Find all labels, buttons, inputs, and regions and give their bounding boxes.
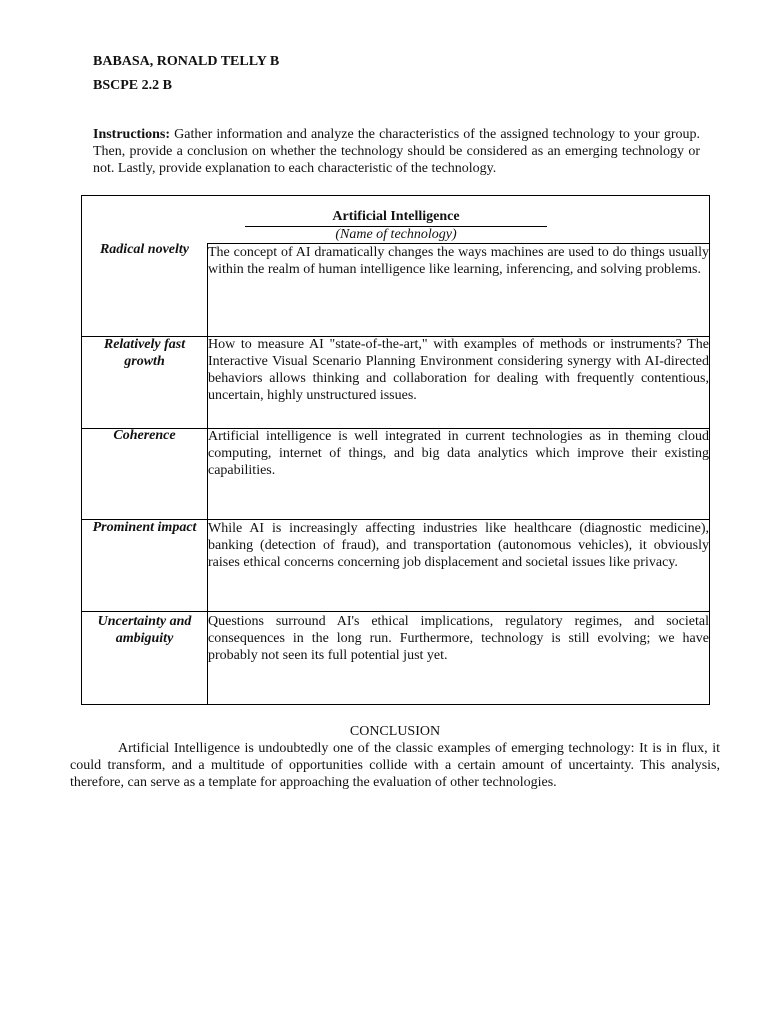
row-label-fast-growth: Relatively fast growth: [103, 337, 186, 369]
row-label-prominent-impact: Prominent impact: [92, 520, 197, 535]
conclusion-paragraph: Artificial Intelligence is undoubtedly one of the classic examples of emerging technology: It is in flux, it could transform, and a multitude of opportunities collide with a certain amount of uncertainty. This analysis, therefore, can serve as a template for approaching the evaluation of other technologies.: [70, 741, 720, 790]
conclusion-heading: CONCLUSION: [349, 724, 441, 739]
instructions-label: Instructions:: [93, 127, 171, 142]
row-text-prominent-impact: While AI is increasingly affecting industries like healthcare (diagnostic medicine), banking (detection of fraud), and transportation (autonomous vehicles), it obviously raises ethical concerns concerning job displacement and societal issues like privacy.: [208, 521, 709, 570]
row-label-coherence: Coherence: [113, 428, 176, 443]
row-text-fast-growth: How to measure AI "state-of-the-art," with examples of methods or instruments? The Interactive Visual Scenario Planning Environment considering synergy with AI-directed behaviors allows thinking and collaboration for dealing with frequently contentious, uncertain, highly unstructured issues.: [208, 337, 709, 403]
row-label-radical-novelty: Radical novelty: [99, 242, 190, 257]
row-text-coherence: Artificial intelligence is well integrated in current technologies as in theming cloud computing, internet of things, and big data analytics which improve their existing capabilities.: [208, 429, 709, 478]
row-label-uncertainty: Uncertainty and ambiguity: [97, 614, 192, 646]
row-text-uncertainty: Questions surround AI's ethical implications, regulatory regimes, and societal consequences in the long run. Furthermore, technology is still evolving; we have probably not seen its full potential just yet.: [208, 614, 709, 663]
table-row-divider: [81, 611, 710, 612]
instructions-paragraph: [93, 126, 700, 177]
instructions-text: Gather information and analyze the characteristics of the assigned technology to your group. Then, provide a conclusion on whether the technology should be considered as an emerging technology or not. Lastly, provide explanation to each characteristic of the technology.: [93, 127, 700, 176]
technology-name: Artificial Intelligence: [245, 208, 547, 227]
course-section: BSCPE 2.2 B: [93, 78, 172, 93]
student-name: BABASA, RONALD TELLY B: [93, 54, 280, 69]
technology-caption: (Name of technology): [335, 227, 457, 242]
row-text-radical-novelty: The concept of AI dramatically changes the ways machines are used to do things usually within the realm of human intelligence like learning, inferencing, and solving problems.: [208, 245, 709, 277]
